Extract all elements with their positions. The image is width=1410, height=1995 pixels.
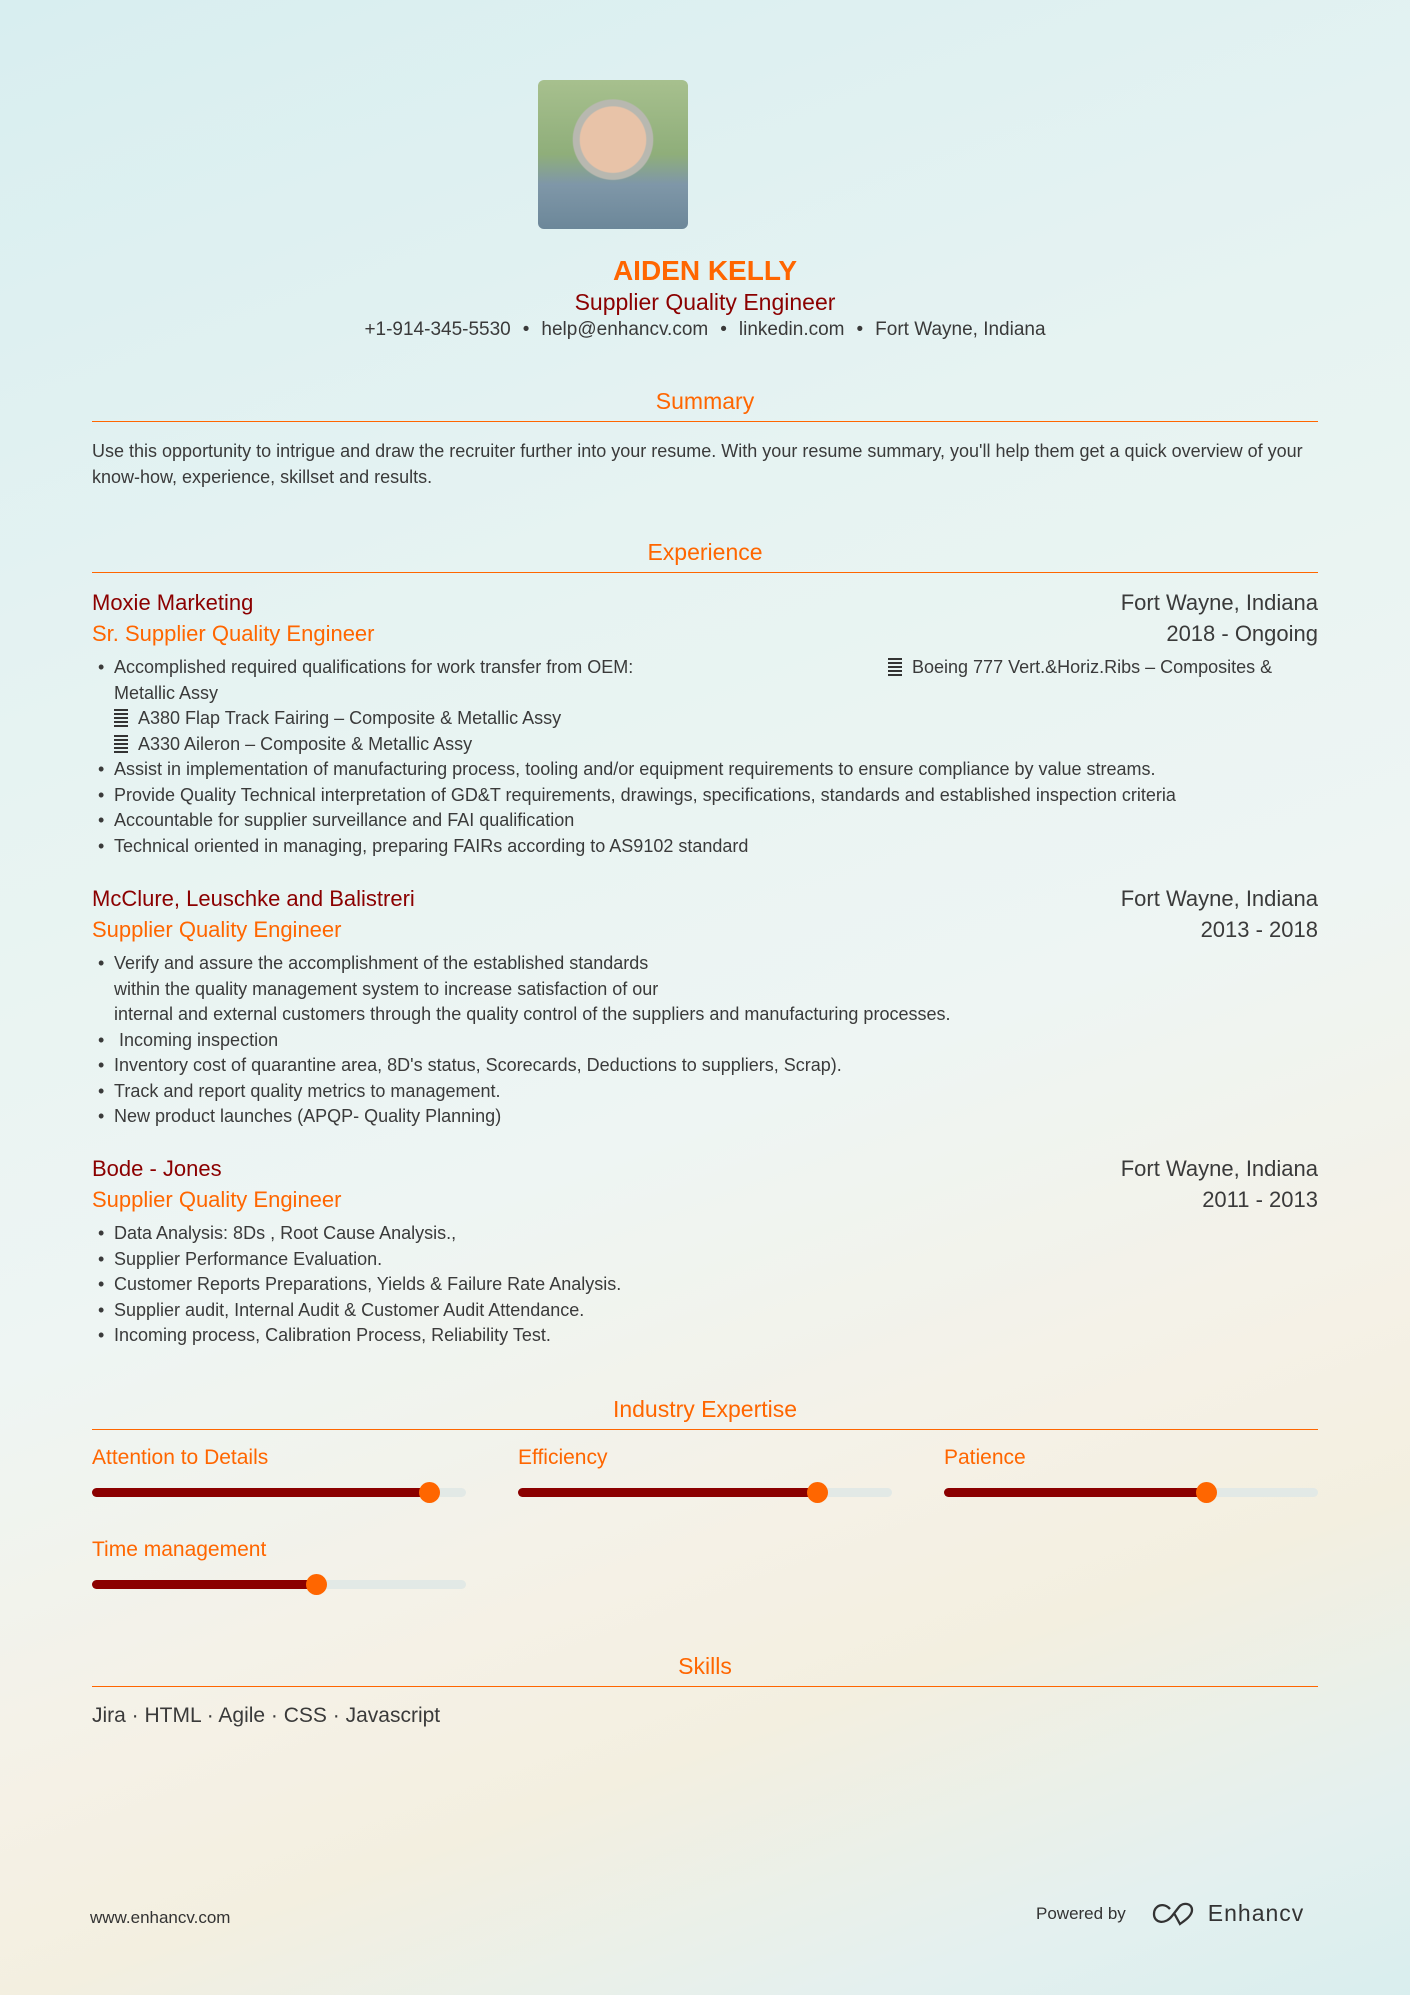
sub-item [92, 706, 1318, 732]
sub-item-text: A380 Flap Track Fairing – Composite & Metallic Assy [138, 708, 562, 728]
company: Bode - Jones [92, 1156, 222, 1181]
job-dates: 2018 - Ongoing [1166, 621, 1318, 646]
expertise-label: Efficiency [518, 1446, 608, 1469]
level-bar [944, 1488, 1318, 1497]
list-marker-icon [114, 709, 128, 727]
list-item: • Technical oriented in managing, preparing FAIRs according to AS9102 standard [92, 834, 1318, 860]
expertise-heading: Industry Expertise [92, 1396, 1318, 1430]
list-item: • Inventory cost of quarantine area, 8D's status, Scorecards, Deductions to suppliers, Scrap). [92, 1053, 1318, 1079]
job-location: Fort Wayne, Indiana [1120, 590, 1318, 615]
profile-photo [538, 80, 688, 229]
expertise-item [92, 1538, 466, 1589]
list-marker-icon [114, 735, 128, 753]
company: McClure, Leuschke and Balistreri [92, 886, 415, 911]
job-entry [92, 587, 1318, 859]
skills-list: Jira · HTML · Agile · CSS · Javascript [92, 1704, 441, 1727]
email[interactable]: help@enhancv.com [541, 319, 709, 340]
list-item: • Supplier audit, Internal Audit & Customer Audit Attendance. [92, 1298, 1318, 1324]
list-item: • Supplier Performance Evaluation. [92, 1247, 1318, 1273]
level-bar [92, 1488, 466, 1497]
company: Moxie Marketing [92, 590, 254, 615]
brand-name: Enhancv [1207, 1900, 1305, 1926]
list-item: internal and external customers through the quality control of the suppliers and manufacturing processes. [114, 1004, 951, 1024]
role: Supplier Quality Engineer [92, 917, 342, 942]
job-dates: 2013 - 2018 [1200, 917, 1318, 942]
expertise-label: Patience [944, 1446, 1026, 1469]
separator: • [720, 319, 727, 340]
enhancv-logo-icon [1152, 1901, 1200, 1927]
expertise-label: Attention to Details [92, 1446, 269, 1469]
separator: • [522, 319, 530, 340]
list-item: • Customer Reports Preparations, Yields & Failure Rate Analysis. [92, 1272, 1318, 1298]
level-knob [807, 1482, 828, 1503]
summary-heading: Summary [92, 388, 1318, 422]
sub-item-text: A330 Aileron – Composite & Metallic Assy [138, 733, 473, 754]
level-fill [92, 1488, 429, 1497]
list-marker-icon [888, 658, 902, 676]
skills-heading: Skills [92, 1653, 1318, 1687]
expertise-item [92, 1446, 466, 1497]
location: Fort Wayne, Indiana [875, 319, 1046, 340]
list-item: • Provide Quality Technical interpretation of GD&T requirements, drawings, specifications, standards and established inspection criteria [92, 783, 1318, 809]
linkedin[interactable]: linkedin.com [738, 319, 845, 340]
job-dates: 2011 - 2013 [1202, 1187, 1318, 1212]
contact-info [92, 319, 1318, 341]
role: Supplier Quality Engineer [92, 1187, 342, 1212]
summary-text: Use this opportunity to intrigue and draw the recruiter further into your resume. With your resume summary, you'll help them get a quick overview of your know-how, experience, skillset and results. [92, 441, 1303, 487]
experience-heading: Experience [92, 539, 1318, 573]
sub-item: Boeing 777 Vert.&Horiz.Ribs – Composites & [912, 657, 1273, 677]
level-fill [92, 1580, 316, 1589]
list-item: • Incoming process, Calibration Process, Reliability Test. [92, 1323, 1318, 1349]
separator: • [856, 319, 864, 340]
level-knob [306, 1574, 327, 1595]
level-bar [518, 1488, 892, 1497]
expertise-label: Time management [92, 1538, 267, 1561]
powered-by [1036, 1900, 1304, 1927]
candidate-name: AIDEN KELLY [612, 255, 798, 286]
role: Sr. Supplier Quality Engineer [92, 621, 375, 646]
list-item [92, 655, 1318, 681]
sub-item [92, 732, 1318, 758]
job-location: Fort Wayne, Indiana [1120, 1156, 1318, 1181]
powered-by-label: Powered by [1036, 1903, 1126, 1923]
expertise-item [944, 1446, 1318, 1497]
level-fill [944, 1488, 1206, 1497]
list-item: • Assist in implementation of manufacturing process, tooling and/or equipment requirements to ensure compliance by value streams. [92, 757, 1318, 783]
candidate-title: Supplier Quality Engineer [574, 289, 836, 315]
list-item: • New product launches (APQP- Quality Planning) [92, 1104, 1318, 1130]
level-bar [92, 1580, 466, 1589]
list-item: • Track and report quality metrics to management. [92, 1079, 1318, 1105]
level-knob [419, 1482, 440, 1503]
list-item: • Accountable for supplier surveillance and FAI qualification [92, 808, 1318, 834]
list-item: Metallic Assy [114, 682, 219, 703]
level-knob [1196, 1482, 1217, 1503]
bullet-text: Accomplished required qualifications for work transfer from OEM: [114, 657, 634, 677]
phone: +1-914-345-5530 [364, 319, 511, 340]
list-item: • Incoming inspection [92, 1028, 1318, 1054]
list-item: • Data Analysis: 8Ds , Root Cause Analysis., [92, 1221, 1318, 1247]
job-entry [92, 1153, 1318, 1349]
job-location: Fort Wayne, Indiana [1120, 886, 1318, 911]
list-item: within the quality management system to increase satisfaction of our [114, 978, 659, 999]
level-fill [518, 1488, 817, 1497]
job-entry [92, 883, 1318, 1130]
expertise-item [518, 1446, 892, 1497]
website-link[interactable]: www.enhancv.com [90, 1908, 231, 1927]
list-item: • Verify and assure the accomplishment of the established standards [92, 951, 1318, 977]
